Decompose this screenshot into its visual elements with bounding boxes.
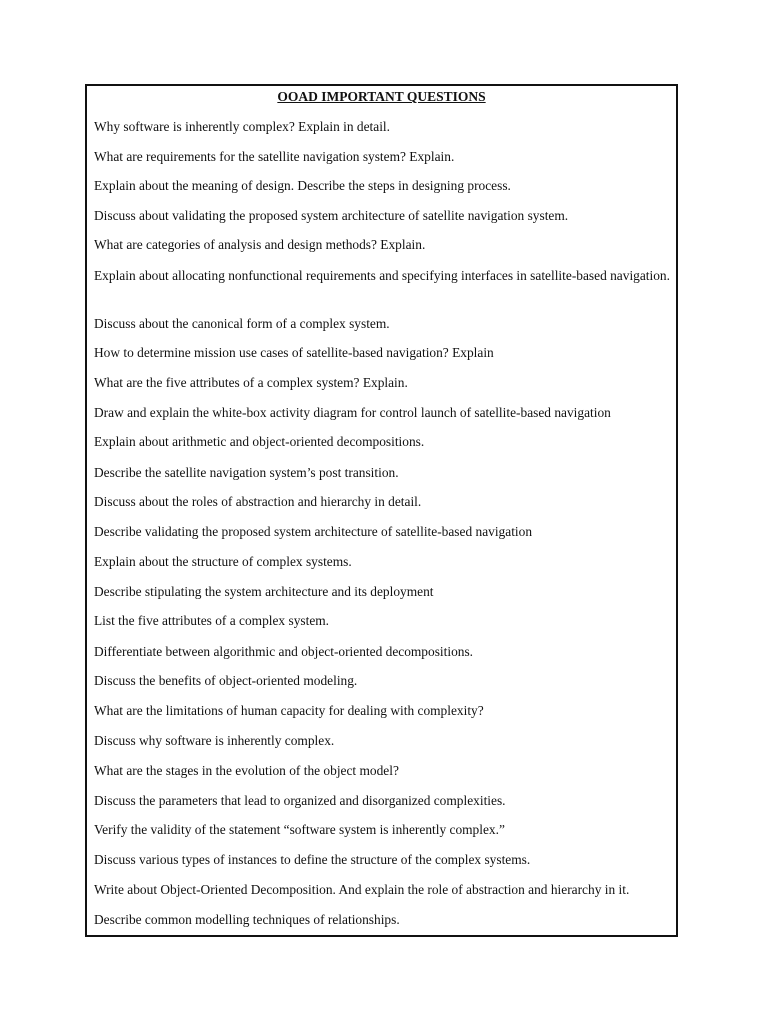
question-item: Explain about the structure of complex systems. [94, 554, 352, 569]
question-item: What are categories of analysis and design methods? Explain. [94, 237, 426, 252]
question-item: Discuss about validating the proposed system architecture of satellite navigation system. [94, 208, 569, 223]
question-item: Explain about the meaning of design. Describe the steps in designing process. [94, 178, 511, 193]
question-item: Explain about arithmetic and object-oriented decompositions. [94, 434, 425, 449]
question-sheet [85, 84, 678, 937]
question-item: Why software is inherently complex? Explain in detail. [94, 119, 390, 134]
question-item: Discuss the benefits of object-oriented modeling. [94, 673, 358, 688]
question-item: Draw and explain the white-box activity diagram for control launch of satellite-based navigation [94, 405, 611, 420]
question-item: Discuss about the canonical form of a complex system. [94, 316, 390, 331]
question-item: What are the stages in the evolution of the object model? [94, 763, 399, 778]
question-item: What are requirements for the satellite navigation system? Explain. [94, 149, 455, 164]
question-item: Describe stipulating the system architecture and its deployment [94, 584, 434, 599]
question-item: Write about Object-Oriented Decomposition. And explain the role of abstraction and hierarchy in it. [94, 882, 630, 897]
question-item: What are the limitations of human capacity for dealing with complexity? [94, 703, 484, 718]
question-list [94, 86, 670, 935]
question-item: How to determine mission use cases of satellite-based navigation? Explain [94, 345, 494, 360]
question-item: Describe the satellite navigation system’s post transition. [94, 465, 399, 480]
question-item: List the five attributes of a complex system. [94, 613, 330, 628]
question-item: Discuss about the roles of abstraction and hierarchy in detail. [94, 494, 422, 509]
question-item: Describe common modelling techniques of relationships. [94, 912, 400, 927]
question-item: Describe validating the proposed system architecture of satellite-based navigation [94, 524, 533, 539]
question-item: Discuss the parameters that lead to organized and disorganized complexities. [94, 793, 506, 808]
question-item: Discuss why software is inherently complex. [94, 733, 335, 748]
question-item: Explain about allocating nonfunctional requirements and specifying interfaces in satellite-based navigation. [94, 268, 670, 283]
question-item: Discuss various types of instances to define the structure of the complex systems. [94, 852, 531, 867]
question-item: What are the five attributes of a complex system? Explain. [94, 375, 408, 390]
question-item: Verify the validity of the statement “software system is inherently complex.” [94, 822, 505, 837]
question-item: Differentiate between algorithmic and object-oriented decompositions. [94, 644, 474, 659]
document-title: OOAD IMPORTANT QUESTIONS [277, 89, 486, 104]
